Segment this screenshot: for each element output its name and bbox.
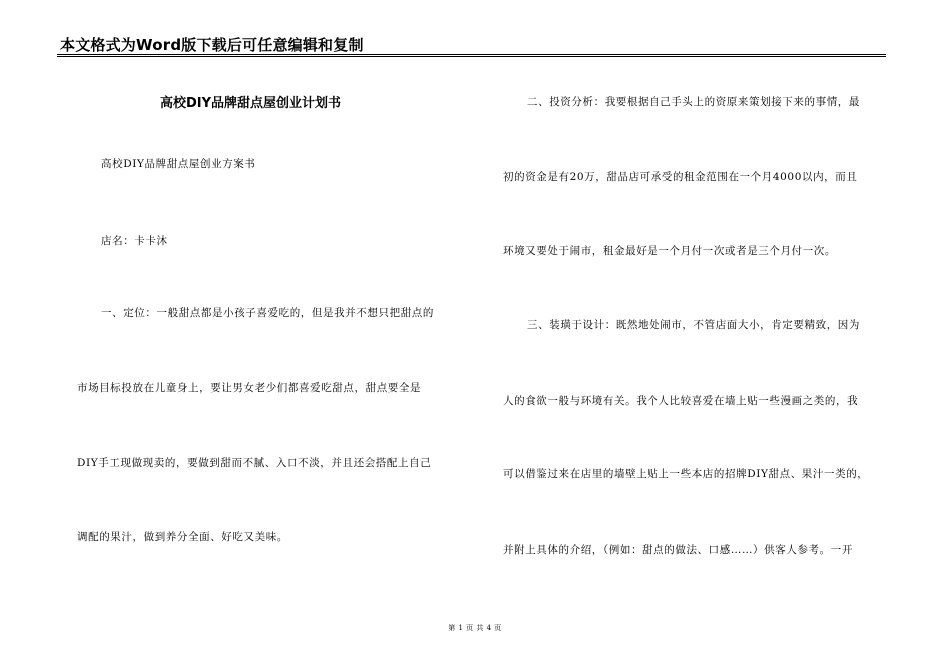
left-line-5: DIY手工现做现卖的，要做到甜而不腻、入口不淡，并且还会搭配上自己	[77, 457, 432, 469]
right-line-1: 二、投资分析：我要根据自己手头上的资原来策划接下来的事情，最	[527, 96, 860, 108]
right-line-7: 并附上具体的介绍，（例如：甜点的做法、口感……）供客人参考。一开	[503, 544, 853, 556]
left-line-3: 一、定位：一般甜点都是小孩子喜爱吃的，但是我并不想只把甜点的	[101, 307, 434, 319]
right-line-2: 初的资金是有20万，甜品店可承受的租金范围在一个月4000以内，而且	[503, 171, 858, 183]
left-line-2: 店名：卡卡沐	[101, 235, 168, 247]
right-line-6: 可以借鉴过来在店里的墙壁上贴上一些本店的招牌DIY甜点、果汁一类的，	[503, 468, 869, 480]
left-line-6: 调配的果汁，做到养分全面、好吃又美味。	[77, 531, 288, 543]
document-header-title: 本文格式为Word版下载后可任意编辑和复制	[60, 36, 364, 54]
right-line-5: 人的食欲一般与环境有关。我个人比较喜爱在墙上贴一些漫画之类的，我	[503, 395, 859, 407]
page-footer: 第 1 页 共 4 页	[448, 624, 502, 632]
right-line-4: 三、装璜于设计：既然地处闹市，不管店面大小，肯定要精致，因为	[527, 319, 860, 331]
left-line-1: 高校DIY品牌甜点屋创业方案书	[101, 158, 256, 170]
header-divider-thin	[57, 56, 886, 57]
left-line-4: 市场目标投放在儿童身上，要让男女老少们都喜爱吃甜点，甜点要全是	[77, 382, 422, 394]
document-title: 高校DIY品牌甜点屋创业计划书	[160, 96, 342, 111]
right-line-3: 环境又要处于闹市，租金最好是一个月付一次或者是三个月付一次。	[503, 245, 836, 257]
header-divider	[57, 54, 886, 55]
